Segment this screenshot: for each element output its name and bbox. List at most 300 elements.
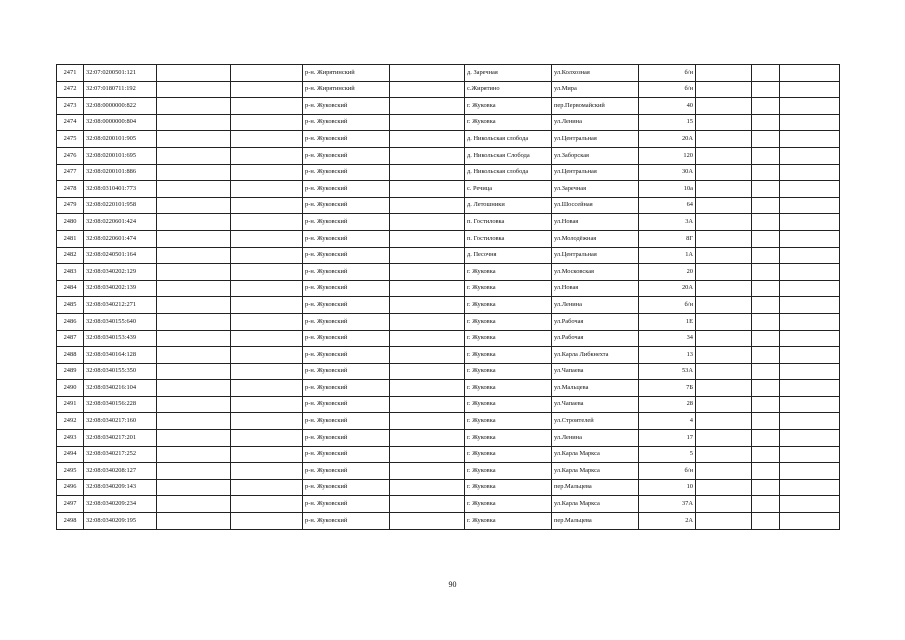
house-number-cell: 3А xyxy=(639,214,696,231)
locality-cell: д. Заречная xyxy=(465,65,552,82)
table-row xyxy=(57,214,840,231)
empty-cell xyxy=(390,430,465,447)
empty-cell xyxy=(157,513,231,530)
empty-cell xyxy=(157,463,231,480)
empty-cell xyxy=(157,131,231,148)
row-number-cell: 2477 xyxy=(57,164,84,181)
house-number-cell: 120 xyxy=(639,147,696,164)
table-row xyxy=(57,65,840,82)
street-cell: ул.Чапаева xyxy=(552,396,639,413)
empty-cell xyxy=(752,513,780,530)
empty-cell xyxy=(752,230,780,247)
locality-cell: д. Никольская Слобода xyxy=(465,147,552,164)
empty-cell xyxy=(157,396,231,413)
empty-cell xyxy=(696,65,752,82)
street-cell: ул.Ленина xyxy=(552,297,639,314)
empty-cell xyxy=(157,264,231,281)
district-cell: р-н. Жуковский xyxy=(303,164,390,181)
cadastral-number-cell: 32:08:0340212:271 xyxy=(84,297,157,314)
row-number-cell: 2487 xyxy=(57,330,84,347)
empty-cell xyxy=(696,347,752,364)
house-number-cell: 40 xyxy=(639,98,696,115)
table-row xyxy=(57,247,840,264)
empty-cell xyxy=(752,114,780,131)
district-cell: р-н. Жуковский xyxy=(303,247,390,264)
locality-cell: г. Жуковка xyxy=(465,347,552,364)
street-cell: ул.Шоссейная xyxy=(552,197,639,214)
district-cell: р-н. Жуковский xyxy=(303,430,390,447)
empty-cell xyxy=(696,264,752,281)
empty-cell xyxy=(231,214,303,231)
house-number-cell: 20 xyxy=(639,264,696,281)
empty-cell xyxy=(231,463,303,480)
empty-cell xyxy=(157,114,231,131)
cadastral-number-cell: 32:08:0340216:104 xyxy=(84,380,157,397)
street-cell: ул.Строителей xyxy=(552,413,639,430)
empty-cell xyxy=(780,230,840,247)
house-number-cell: 30А xyxy=(639,164,696,181)
empty-cell xyxy=(780,214,840,231)
district-cell: р-н. Жирятинский xyxy=(303,81,390,98)
empty-cell xyxy=(780,297,840,314)
house-number-cell: 28 xyxy=(639,396,696,413)
row-number-cell: 2490 xyxy=(57,380,84,397)
empty-cell xyxy=(157,98,231,115)
empty-cell xyxy=(157,430,231,447)
district-cell: р-н. Жуковский xyxy=(303,230,390,247)
street-cell: ул.Чапаева xyxy=(552,363,639,380)
empty-cell xyxy=(780,513,840,530)
street-cell: ул.Ленина xyxy=(552,114,639,131)
cadastral-number-cell: 32:08:0340202:129 xyxy=(84,264,157,281)
cadastral-number-cell: 32:07:0200501:121 xyxy=(84,65,157,82)
empty-cell xyxy=(157,164,231,181)
cadastral-number-cell: 32:08:0340209:234 xyxy=(84,496,157,513)
empty-cell xyxy=(752,313,780,330)
empty-cell xyxy=(231,181,303,198)
cadastral-number-cell: 32:08:0220601:424 xyxy=(84,214,157,231)
empty-cell xyxy=(157,181,231,198)
empty-cell xyxy=(390,197,465,214)
district-cell: р-н. Жирятинский xyxy=(303,65,390,82)
row-number-cell: 2486 xyxy=(57,313,84,330)
cadastral-number-cell: 32:08:0200101:886 xyxy=(84,164,157,181)
table-row xyxy=(57,363,840,380)
empty-cell xyxy=(231,264,303,281)
cadastral-number-cell: 32:08:0340155:350 xyxy=(84,363,157,380)
house-number-cell: 20А xyxy=(639,131,696,148)
empty-cell xyxy=(157,413,231,430)
street-cell: ул.Ленина xyxy=(552,430,639,447)
page-number: 90 xyxy=(448,580,457,589)
empty-cell xyxy=(696,396,752,413)
empty-cell xyxy=(696,230,752,247)
empty-cell xyxy=(231,247,303,264)
table-row xyxy=(57,330,840,347)
locality-cell: д. Песочня xyxy=(465,247,552,264)
empty-cell xyxy=(696,430,752,447)
street-cell: ул.Новая xyxy=(552,214,639,231)
empty-cell xyxy=(780,313,840,330)
row-number-cell: 2492 xyxy=(57,413,84,430)
table-row xyxy=(57,131,840,148)
empty-cell xyxy=(157,297,231,314)
table-row xyxy=(57,164,840,181)
empty-cell xyxy=(780,446,840,463)
house-number-cell: 1А xyxy=(639,247,696,264)
empty-cell xyxy=(780,247,840,264)
empty-cell xyxy=(696,330,752,347)
table-body xyxy=(57,65,840,530)
table-row xyxy=(57,496,840,513)
district-cell: р-н. Жуковский xyxy=(303,446,390,463)
table-row xyxy=(57,81,840,98)
empty-cell xyxy=(780,181,840,198)
row-number-cell: 2495 xyxy=(57,463,84,480)
district-cell: р-н. Жуковский xyxy=(303,264,390,281)
empty-cell xyxy=(157,313,231,330)
district-cell: р-н. Жуковский xyxy=(303,147,390,164)
table-row xyxy=(57,430,840,447)
table-row xyxy=(57,98,840,115)
empty-cell xyxy=(231,446,303,463)
district-cell: р-н. Жуковский xyxy=(303,280,390,297)
row-number-cell: 2484 xyxy=(57,280,84,297)
street-cell: ул.Карла Маркса xyxy=(552,463,639,480)
row-number-cell: 2482 xyxy=(57,247,84,264)
empty-cell xyxy=(231,197,303,214)
cadastral-number-cell: 32:08:0340209:195 xyxy=(84,513,157,530)
locality-cell: с. Речица xyxy=(465,181,552,198)
empty-cell xyxy=(780,164,840,181)
empty-cell xyxy=(780,380,840,397)
empty-cell xyxy=(780,65,840,82)
row-number-cell: 2476 xyxy=(57,147,84,164)
empty-cell xyxy=(780,147,840,164)
empty-cell xyxy=(696,380,752,397)
empty-cell xyxy=(157,197,231,214)
empty-cell xyxy=(231,413,303,430)
row-number-cell: 2494 xyxy=(57,446,84,463)
table-row xyxy=(57,197,840,214)
empty-cell xyxy=(390,230,465,247)
empty-cell xyxy=(157,330,231,347)
cadastral-number-cell: 32:08:0000000:822 xyxy=(84,98,157,115)
cadastral-number-cell: 32:08:0340164:128 xyxy=(84,347,157,364)
district-cell: р-н. Жуковский xyxy=(303,496,390,513)
row-number-cell: 2475 xyxy=(57,131,84,148)
empty-cell xyxy=(752,330,780,347)
row-number-cell: 2497 xyxy=(57,496,84,513)
district-cell: р-н. Жуковский xyxy=(303,330,390,347)
street-cell: ул.Карла Либкнехта xyxy=(552,347,639,364)
table-row xyxy=(57,513,840,530)
cadastral-number-cell: 32:08:0240501:164 xyxy=(84,247,157,264)
empty-cell xyxy=(696,147,752,164)
empty-cell xyxy=(231,280,303,297)
locality-cell: г. Жуковка xyxy=(465,479,552,496)
empty-cell xyxy=(157,65,231,82)
empty-cell xyxy=(752,214,780,231)
district-cell: р-н. Жуковский xyxy=(303,463,390,480)
row-number-cell: 2496 xyxy=(57,479,84,496)
row-number-cell: 2481 xyxy=(57,230,84,247)
empty-cell xyxy=(390,396,465,413)
house-number-cell: 17 xyxy=(639,430,696,447)
empty-cell xyxy=(390,479,465,496)
table-row xyxy=(57,347,840,364)
row-number-cell: 2493 xyxy=(57,430,84,447)
empty-cell xyxy=(752,131,780,148)
empty-cell xyxy=(780,347,840,364)
house-number-cell: 53А xyxy=(639,363,696,380)
house-number-cell: 4 xyxy=(639,413,696,430)
cadastral-number-cell: 32:07:0180711:192 xyxy=(84,81,157,98)
empty-cell xyxy=(780,330,840,347)
street-cell: пер.Первомайский xyxy=(552,98,639,115)
table-row xyxy=(57,463,840,480)
empty-cell xyxy=(231,114,303,131)
empty-cell xyxy=(390,81,465,98)
locality-cell: г. Жуковка xyxy=(465,430,552,447)
empty-cell xyxy=(157,347,231,364)
empty-cell xyxy=(780,413,840,430)
empty-cell xyxy=(231,347,303,364)
empty-cell xyxy=(752,363,780,380)
empty-cell xyxy=(752,413,780,430)
table-row xyxy=(57,380,840,397)
empty-cell xyxy=(780,131,840,148)
empty-cell xyxy=(752,81,780,98)
empty-cell xyxy=(231,147,303,164)
empty-cell xyxy=(157,446,231,463)
table-row xyxy=(57,230,840,247)
table-row xyxy=(57,396,840,413)
empty-cell xyxy=(752,264,780,281)
empty-cell xyxy=(752,347,780,364)
empty-cell xyxy=(231,479,303,496)
cadastral-number-cell: 32:08:0310401:773 xyxy=(84,181,157,198)
district-cell: р-н. Жуковский xyxy=(303,380,390,397)
empty-cell xyxy=(390,147,465,164)
empty-cell xyxy=(390,181,465,198)
empty-cell xyxy=(390,131,465,148)
empty-cell xyxy=(157,380,231,397)
row-number-cell: 2471 xyxy=(57,65,84,82)
row-number-cell: 2479 xyxy=(57,197,84,214)
empty-cell xyxy=(390,463,465,480)
locality-cell: г. Жуковка xyxy=(465,114,552,131)
table-row xyxy=(57,313,840,330)
house-number-cell: б/н xyxy=(639,65,696,82)
empty-cell xyxy=(157,363,231,380)
cadastral-number-cell: 32:08:0000000:804 xyxy=(84,114,157,131)
street-cell: ул.Заречная xyxy=(552,181,639,198)
house-number-cell: 7Б xyxy=(639,380,696,397)
empty-cell xyxy=(157,147,231,164)
empty-cell xyxy=(752,380,780,397)
empty-cell xyxy=(752,297,780,314)
street-cell: ул.Карла Маркса xyxy=(552,446,639,463)
empty-cell xyxy=(231,396,303,413)
house-number-cell: 20А xyxy=(639,280,696,297)
district-cell: р-н. Жуковский xyxy=(303,313,390,330)
house-number-cell: б/н xyxy=(639,81,696,98)
empty-cell xyxy=(752,280,780,297)
empty-cell xyxy=(231,81,303,98)
empty-cell xyxy=(780,463,840,480)
street-cell: ул.Мира xyxy=(552,81,639,98)
table-row xyxy=(57,446,840,463)
empty-cell xyxy=(696,463,752,480)
locality-cell: г. Жуковка xyxy=(465,313,552,330)
empty-cell xyxy=(390,513,465,530)
district-cell: р-н. Жуковский xyxy=(303,413,390,430)
street-cell: ул.Заборская xyxy=(552,147,639,164)
cadastral-number-cell: 32:08:0200101:905 xyxy=(84,131,157,148)
table-row xyxy=(57,413,840,430)
empty-cell xyxy=(390,98,465,115)
empty-cell xyxy=(157,479,231,496)
district-cell: р-н. Жуковский xyxy=(303,131,390,148)
house-number-cell: 5 xyxy=(639,446,696,463)
street-cell: ул.Новая xyxy=(552,280,639,297)
table-row xyxy=(57,297,840,314)
empty-cell xyxy=(780,496,840,513)
house-number-cell: 1Е xyxy=(639,313,696,330)
empty-cell xyxy=(752,446,780,463)
row-number-cell: 2478 xyxy=(57,181,84,198)
empty-cell xyxy=(231,131,303,148)
empty-cell xyxy=(780,81,840,98)
cadastral-number-cell: 32:08:0340156:228 xyxy=(84,396,157,413)
locality-cell: г. Жуковка xyxy=(465,98,552,115)
empty-cell xyxy=(390,313,465,330)
empty-cell xyxy=(780,280,840,297)
district-cell: р-н. Жуковский xyxy=(303,98,390,115)
cadastral-number-cell: 32:08:0340202:139 xyxy=(84,280,157,297)
empty-cell xyxy=(390,65,465,82)
empty-cell xyxy=(696,413,752,430)
street-cell: ул.Мальцева xyxy=(552,380,639,397)
table-row xyxy=(57,280,840,297)
empty-cell xyxy=(231,65,303,82)
cadastral-number-cell: 32:08:0340217:201 xyxy=(84,430,157,447)
empty-cell xyxy=(752,430,780,447)
house-number-cell: 64 xyxy=(639,197,696,214)
empty-cell xyxy=(390,380,465,397)
street-cell: ул.Рабочая xyxy=(552,330,639,347)
empty-cell xyxy=(780,264,840,281)
table-row xyxy=(57,147,840,164)
empty-cell xyxy=(231,363,303,380)
empty-cell xyxy=(780,363,840,380)
locality-cell: г. Жуковка xyxy=(465,413,552,430)
empty-cell xyxy=(390,280,465,297)
row-number-cell: 2472 xyxy=(57,81,84,98)
row-number-cell: 2480 xyxy=(57,214,84,231)
empty-cell xyxy=(390,363,465,380)
empty-cell xyxy=(390,164,465,181)
empty-cell xyxy=(696,247,752,264)
locality-cell: г. Жуковка xyxy=(465,280,552,297)
empty-cell xyxy=(752,479,780,496)
district-cell: р-н. Жуковский xyxy=(303,297,390,314)
empty-cell xyxy=(231,98,303,115)
empty-cell xyxy=(752,396,780,413)
empty-cell xyxy=(231,496,303,513)
table-row xyxy=(57,114,840,131)
empty-cell xyxy=(390,330,465,347)
locality-cell: п. Гостиловка xyxy=(465,230,552,247)
street-cell: ул.Центральная xyxy=(552,164,639,181)
empty-cell xyxy=(752,164,780,181)
empty-cell xyxy=(752,463,780,480)
empty-cell xyxy=(696,114,752,131)
empty-cell xyxy=(231,513,303,530)
cadastral-number-cell: 32:08:0340217:252 xyxy=(84,446,157,463)
empty-cell xyxy=(390,347,465,364)
empty-cell xyxy=(780,114,840,131)
cadastral-number-cell: 32:08:0340155:640 xyxy=(84,313,157,330)
street-cell: ул.Колхозная xyxy=(552,65,639,82)
house-number-cell: 34 xyxy=(639,330,696,347)
locality-cell: г. Жуковка xyxy=(465,446,552,463)
empty-cell xyxy=(696,513,752,530)
cadastral-number-cell: 32:08:0220601:474 xyxy=(84,230,157,247)
street-cell: ул.Центральная xyxy=(552,131,639,148)
empty-cell xyxy=(696,280,752,297)
row-number-cell: 2473 xyxy=(57,98,84,115)
cadastral-number-cell: 32:08:0200101:695 xyxy=(84,147,157,164)
empty-cell xyxy=(696,197,752,214)
house-number-cell: 2А xyxy=(639,513,696,530)
district-cell: р-н. Жуковский xyxy=(303,513,390,530)
house-number-cell: 37А xyxy=(639,496,696,513)
district-cell: р-н. Жуковский xyxy=(303,197,390,214)
row-number-cell: 2485 xyxy=(57,297,84,314)
table-row xyxy=(57,181,840,198)
empty-cell xyxy=(696,181,752,198)
locality-cell: п. Гостиловка xyxy=(465,214,552,231)
empty-cell xyxy=(157,280,231,297)
street-cell: пер.Мальцева xyxy=(552,479,639,496)
locality-cell: г. Жуковка xyxy=(465,380,552,397)
locality-cell: д. Никольская слобода xyxy=(465,131,552,148)
empty-cell xyxy=(696,81,752,98)
empty-cell xyxy=(390,247,465,264)
registry-table xyxy=(56,64,840,530)
empty-cell xyxy=(231,164,303,181)
cadastral-number-cell: 32:08:0340209:143 xyxy=(84,479,157,496)
district-cell: р-н. Жуковский xyxy=(303,114,390,131)
district-cell: р-н. Жуковский xyxy=(303,347,390,364)
empty-cell xyxy=(231,230,303,247)
empty-cell xyxy=(157,247,231,264)
row-number-cell: 2498 xyxy=(57,513,84,530)
empty-cell xyxy=(752,181,780,198)
empty-cell xyxy=(696,363,752,380)
empty-cell xyxy=(752,65,780,82)
empty-cell xyxy=(752,98,780,115)
empty-cell xyxy=(752,496,780,513)
empty-cell xyxy=(231,430,303,447)
empty-cell xyxy=(231,380,303,397)
district-cell: р-н. Жуковский xyxy=(303,181,390,198)
empty-cell xyxy=(696,131,752,148)
locality-cell: д. Никольская слобода xyxy=(465,164,552,181)
street-cell: ул.Молодёжная xyxy=(552,230,639,247)
